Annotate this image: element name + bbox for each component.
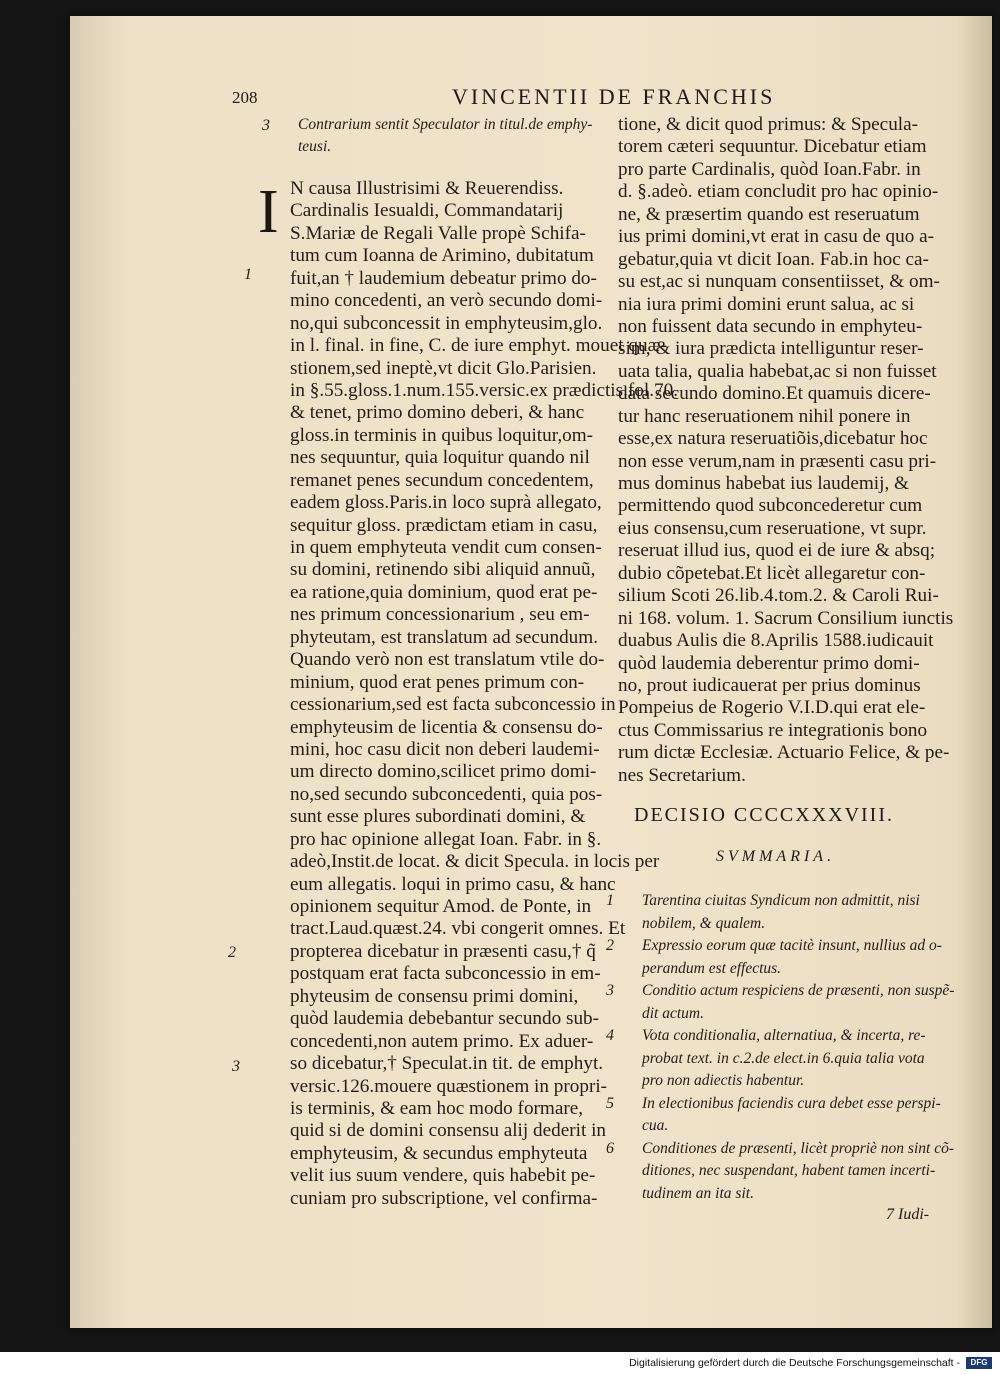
summary-item [606,1093,966,1138]
text-line: mini, hoc casu dicit non deberi laudemi- [290,738,600,760]
text-line: silium Scoti 26.lib.4.tom.2. & Caroli Rui- [618,585,939,607]
summaria-heading: SVMMARIA. [716,848,836,865]
text-line: ius primi domini,vt erat in casu de quo a- [618,226,934,248]
summary-note [298,114,608,159]
page-number: 208 [232,88,258,107]
text-line: Cardinalis Iesualdi, Commandatarij [290,200,564,222]
text-line: pro hac opinione allegat Ioan. Fabr. in §. [290,828,602,850]
text-line: propterea dicebatur in præsenti casu,† q̃ [290,940,596,962]
text-line: tum cum Ioanna de Arimino, dubitatum [290,245,594,267]
text-line: eum allegatis. loqui in primo casu, & hanc [290,873,616,895]
text-line: su domini, retinendo sibi aliquid annuũ, [290,559,596,581]
text-line: su est,ac si nunquam consentiisset, & om- [618,271,940,293]
text-line: eius consensu,cum reseruatione, vt supr. [618,517,927,539]
catchword: 7 Iudi- [886,1206,930,1223]
summary-item-line: Conditiones de præsenti, licèt propriè non sint cõ- [642,1139,954,1157]
text-line: rum dictæ Ecclesiæ. Actuario Felice, & pe- [618,742,950,764]
text-line: Pompeius de Rogerio V.I.D.qui erat ele- [618,697,926,719]
text-line: non esse verum,nam in præsenti casu pri- [618,450,937,472]
text-line: in l. final. in fine, C. de iure emphyt. mouet quæ- [290,335,667,357]
text-line: pro parte Cardinalis, quòd Ioan.Fabr. in [618,158,921,180]
text-line: remanet penes secundum concedentem, [290,469,594,491]
summary-item-line: dit actum. [642,1004,704,1022]
running-title: VINCENTII DE FRANCHIS [452,84,776,109]
dfg-logo: DFG [966,1357,992,1369]
text-line: N causa Illustrisimi & Reuerendiss. [290,178,564,199]
text-line: sim, & iura prædicta intelliguntur reser- [618,338,924,360]
text-line: mus dominus habebat ius laudemij, & [618,473,909,494]
text-line: fuit,an † laudemium debeatur primo do- [290,267,597,289]
summary-item-line: probat text. in c.2.de elect.in 6.quia talia vota [642,1049,925,1067]
text-line: phyteutam, est translatum ad secundum. [290,626,598,648]
text-line: ea ratione,quia dominium, quod erat pe- [290,581,598,603]
text-line: sequitur gloss. prædictam etiam in casu, [290,514,598,536]
text-line: esse,ex natura reseruatiõis,dicebatur hoc [618,428,928,450]
text-line: mino concedenti, an verò secundo domi- [290,290,603,312]
text-line: nia iura primi domini erunt salua, ac si [618,293,915,315]
text-line: sunt esse plures subordinati domini, & [290,806,586,828]
summary-item-line: Tarentina ciuitas Syndicum non admittit, nisi [642,892,920,909]
margin-number: 3 [232,1058,240,1075]
text-line: S.Mariæ de Regali Valle propè Schifa- [290,222,586,244]
summary-item-line: cua. [642,1117,669,1134]
text-line: um directo domino,scilicet primo domi- [290,761,597,783]
summary-item-line: Conditio actum respiciens de præsenti, non suspẽ- [642,982,955,999]
summary-item-number: 6 [606,1139,614,1157]
text-line: tract.Laud.quæst.24. vbi congerit omnes. Et [290,918,626,940]
summary-item-line: In electionibus faciendis cura debet esse perspi- [642,1094,941,1112]
summary-item [606,890,966,935]
text-line: duabus Aulis die 8.Aprilis 1588.iudicauit [618,630,934,652]
digitization-banner [0,1352,1000,1375]
text-line: versic.126.mouere quæstionem in propri- [290,1075,608,1097]
summary-item-number: 3 [606,982,614,999]
text-line: concedenti,non autem primo. Ex aduer- [290,1030,594,1052]
running-head [0,84,1000,114]
text-line: quòd laudemia deberentur primo domi- [618,652,920,674]
text-line: phyteusim de consensu primi domini, [290,985,579,1007]
summary-item [606,980,966,1025]
text-line: reseruat illud ius, quod ei de iure & absq; [618,540,936,562]
summary-item-number: 5 [606,1094,614,1112]
text-line: quid si de domini consensu alij dederit in [290,1120,607,1142]
summary-item-line: perandum est effectus. [642,959,782,977]
text-line: ctus Commissarius re integrationis bono [618,719,928,741]
text-line: postquam erat facta subconcessio in em- [290,963,601,985]
text-line: & tenet, primo domino deberi, & hanc [290,402,585,424]
text-line: permittendo quod subconcederetur cum [618,495,923,517]
drop-cap: I [258,178,279,246]
text-line: gebatur,quia vt dicit Ioan. Fab.in hoc ca- [618,248,929,270]
text-line: emphyteusim de licentia & consensu do- [290,716,603,738]
summary-item [606,935,966,980]
text-line: d. §.adeò. etiam concludit pro hac opinio- [618,181,939,203]
text-line: nes primum concessionarium , seu em- [290,604,590,626]
text-line: stionem,sed ineptè,vt dicit Glo.Parisien. [290,357,597,379]
summary-item-number: 1 [606,892,614,909]
text-line: in quem emphyteuta vendit cum consen- [290,537,602,558]
text-line: opinionem sequitur Amod. de Ponte, in [290,896,592,917]
summary-item-line: pro non adiectis habentur. [642,1072,805,1089]
text-line: so dicebatur,† Speculat.in tit. de emphyt. [290,1053,604,1075]
text-line: no, prout iudicauerat per prius dominus [618,674,921,696]
text-line: uata talia, qualia habebat,ac si non fuisset [618,360,937,382]
text-line: nes Secretarium. [618,764,746,786]
text-line: is terminis, & eam hoc modo formare, [290,1097,584,1119]
text-line: data secundo domino.Et quamuis dicere- [618,383,931,405]
summary-item-line: ditiones, nec suspendant, habent tamen incerti- [642,1162,936,1179]
margin-number: 1 [244,266,252,283]
text-line: tur hanc reseruationem nihil ponere in [618,405,911,427]
decision-heading: DECISIO CCCCXXXVIII. [634,804,894,826]
margin-number: 2 [228,944,236,961]
text-line: cessionarium,sed est facta subconcessio in [290,694,616,716]
summary-item-line: nobilem, & qualem. [642,914,766,932]
text-line: nes sequuntur, quia loquitur quando nil [290,447,590,469]
text-line: torem cæteri sequuntur. Dicebatur etiam [618,136,927,158]
text-line: ni 168. volum. 1. Sacrum Consilium iunctis [618,607,954,629]
text-line: velit ius suum vendere, quis habebit pe- [290,1165,596,1187]
summary-item-number: 4 [606,1027,614,1044]
summary-item-line: Expressio eorum quæ tacitè insunt, nullius ad o- [642,937,942,954]
summary-note-line: teusi. [298,138,332,156]
text-line: dubio cõpetebat.Et licèt allegaretur con- [618,562,926,584]
text-line: no,sed secundo subconcedenti, quia pos- [290,783,603,805]
right-column-text [618,114,968,787]
summary-note-line: Contrarium sentit Speculator in titul.de emphy- [298,116,593,133]
text-line: quòd laudemia debebantur secundo sub- [290,1008,600,1030]
text-line: Quando verò non est translatum vtile do- [290,649,605,671]
summary-item [606,1025,966,1093]
text-line: in §.55.gloss.1.num.155.versic.ex prædictis.fol.70. [290,379,678,401]
text-line: ne, & præsertim quando est reseruatum [618,203,920,225]
summary-item-line: Vota conditionalia, alternatiua, & incerta, re- [642,1027,926,1044]
summary-item [606,1138,966,1206]
text-line: tione, & dicit quod primus: & Specula- [618,114,919,135]
text-line: eadem gloss.Paris.in loco suprà allegato, [290,492,602,514]
text-line: adeò,Instit.de locat. & dicit Specula. in locis per [290,851,660,873]
text-line: no,qui subconcessit in emphyteusim,glo. [290,312,603,334]
summary-list [606,890,966,1205]
text-line: minium, quod erat penes primum con- [290,671,585,693]
digitization-note: Digitalisierung gefördert durch die Deutsche Forschungsgemeinschaft - [629,1357,960,1369]
text-line: gloss.in terminis in quibus loquitur,om- [290,424,594,446]
text-line: emphyteusim, & secundus emphyteuta [290,1142,588,1164]
summary-item-number: 2 [606,937,614,954]
summary-note-number: 3 [262,117,270,134]
text-line: cuniam pro subscriptione, vel confirma- [290,1187,598,1209]
summary-item-line: tudinem an ita sit. [642,1184,754,1202]
text-line: non fuissent data secundo in emphyteu- [618,315,923,337]
